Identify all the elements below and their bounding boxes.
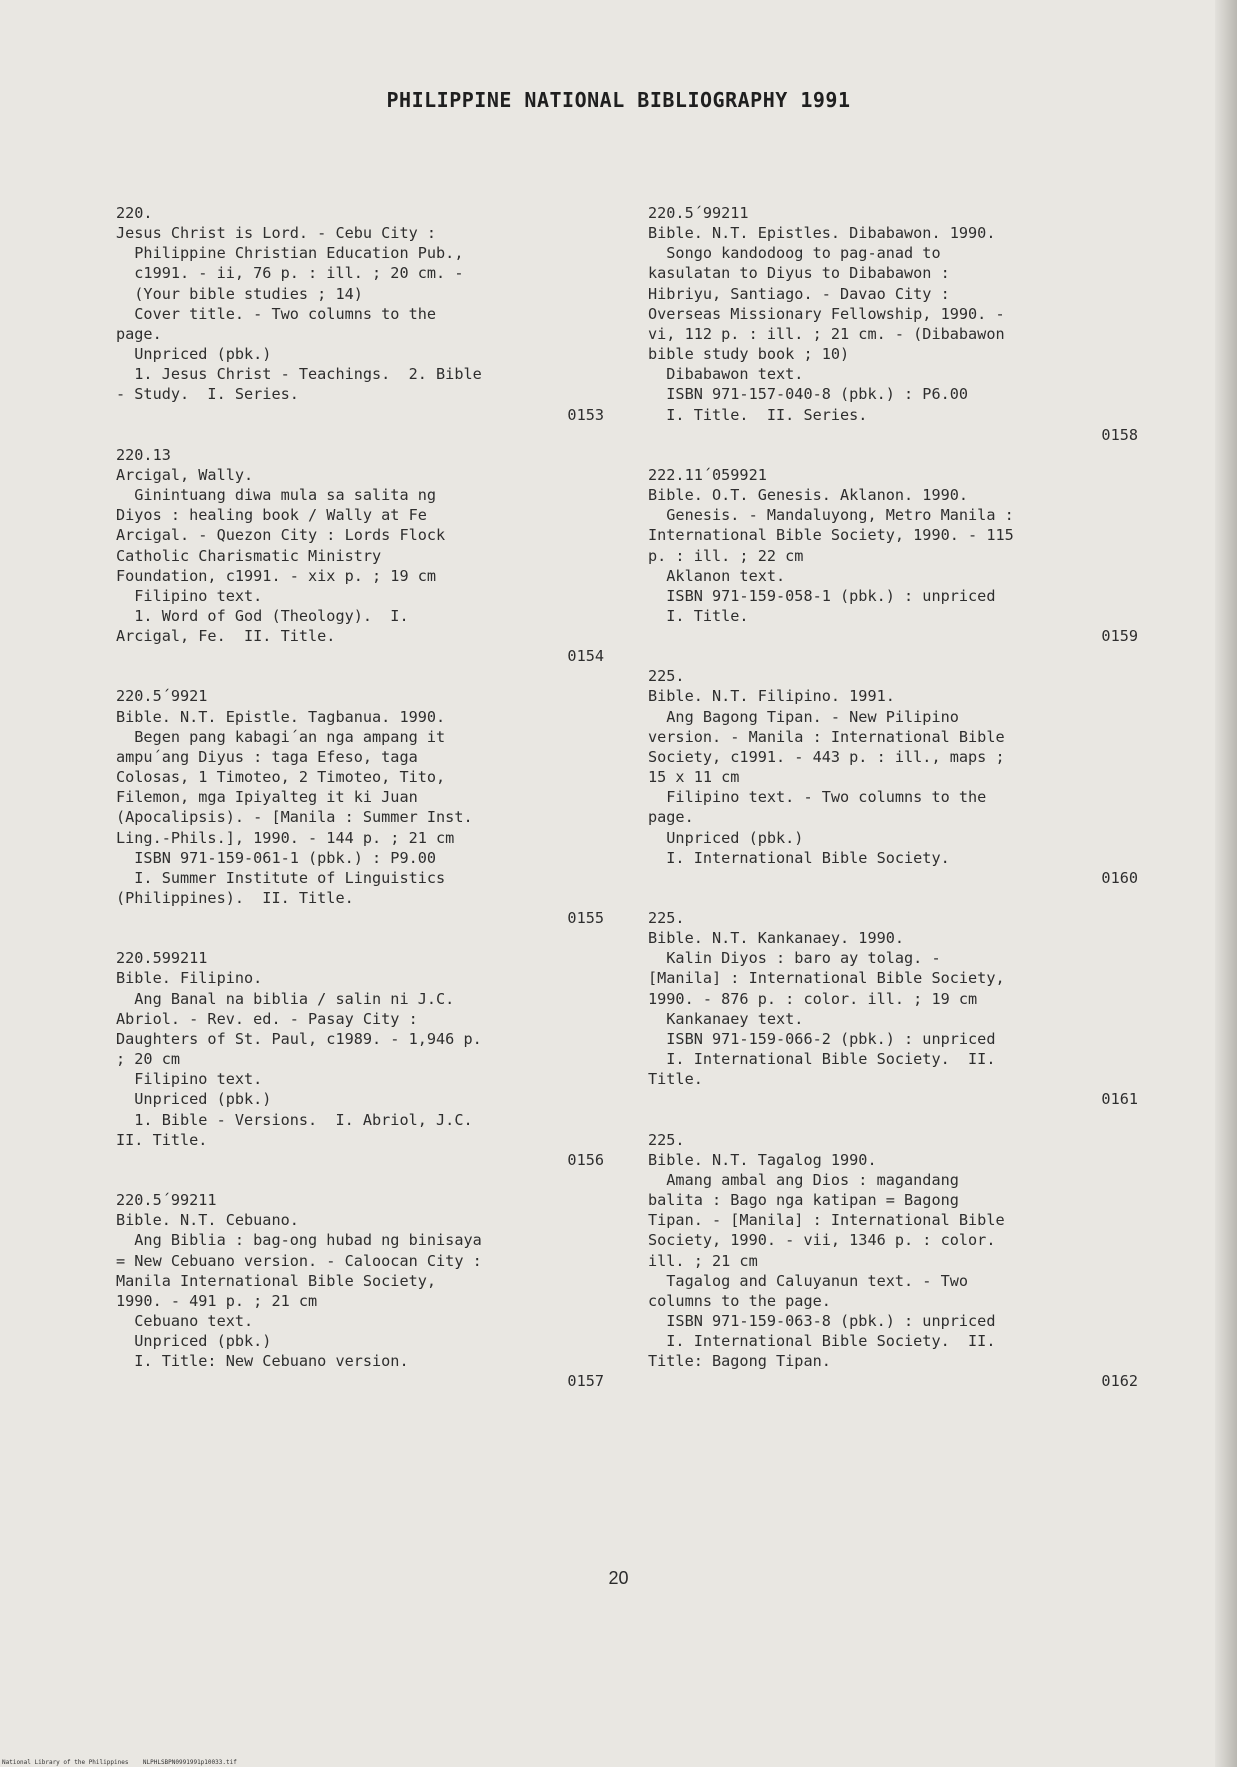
entry-line: kasulatan to Diyus to Dibabawon : [648,264,950,283]
entry-number: 0162 [1101,1372,1138,1391]
bibliography-entry [648,465,1140,646]
entry-line: 220. [116,204,153,222]
entry-line: ISBN 971-159-061-1 (pbk.) : P9.00 [116,848,437,867]
bibliography-entry [648,908,1140,1110]
entry-line: I. Title. II. Series. [648,405,868,424]
entry-line: 220.5´99211 [648,204,749,222]
entry-line: Cover title. - Two columns to the [116,304,437,323]
page-edge-shadow [1215,0,1237,1767]
entry-line: Unpriced (pbk.) [116,1332,272,1351]
entry-line: Filipino text. [116,586,263,605]
entry-line: = New Cebuano version. - Caloocan City : [116,1251,482,1270]
entry-line: Ang Bagong Tipan. - New Pilipino [648,707,959,726]
entry-number: 0153 [567,405,604,424]
entry-line: 225. [648,1130,685,1149]
entry-line: Ling.-Phils.], 1990. - 144 p. ; 21 cm [116,828,455,847]
entry-line: 1990. - 491 p. ; 21 cm [116,1291,318,1310]
entry-line: 225. [648,667,685,686]
entry-line: Bible. N.T. Epistle. Tagbanua. 1990. [116,707,446,726]
left-column [116,203,606,1412]
entry-line: Catholic Charismatic Ministry [116,546,382,565]
entry-line: ill. ; 21 cm [648,1251,758,1270]
entry-line: ISBN 971-157-040-8 (pbk.) : P6.00 [648,385,969,404]
entry-line: I. Summer Institute of Linguistics [116,868,446,887]
entry-line: Society, 1990. - vii, 1346 p. : color. [648,1231,996,1250]
entry-line: Kankanaey text. [648,1009,804,1028]
entry-line: Tagalog and Caluyanun text. - Two [648,1271,969,1290]
entry-line: Bible. N.T. Tagalog 1990. [648,1150,877,1169]
entry-number: 0155 [567,909,604,928]
entry-line: Hibriyu, Santiago. - Davao City : [648,284,950,303]
entry-line: Unpriced (pbk.) [116,345,272,364]
entry-line: 1. Word of God (Theology). I. [116,606,409,625]
entry-line: Filipino text. - Two columns to the [648,788,987,807]
entry-line: Unpriced (pbk.) [648,828,804,847]
bibliography-entry [116,445,606,667]
entry-line: Diyos : healing book / Wally at Fe [116,506,427,525]
entry-line: Daughters of St. Paul, c1989. - 1,946 p. [116,1029,482,1048]
bibliography-entry [648,1130,1140,1392]
entry-line: p. : ill. ; 22 cm [648,546,804,565]
entry-line: c1991. - ii, 76 p. : ill. ; 20 cm. - [116,264,464,283]
entry-line: Ang Banal na biblia / salin ni J.C. [116,989,455,1008]
entry-line: 1990. - 876 p. : color. ill. ; 19 cm [648,989,978,1008]
entry-line: vi, 112 p. : ill. ; 21 cm. - (Dibabawon [648,324,1005,343]
entry-line: Genesis. - Mandaluyong, Metro Manila : [648,506,1014,525]
entry-number: 0159 [1101,627,1138,646]
entry-line: Colosas, 1 Timoteo, 2 Timoteo, Tito, [116,768,446,787]
entry-line: ISBN 971-159-066-2 (pbk.) : unpriced [648,1029,996,1048]
entry-line: (Your bible studies ; 14) [116,284,363,303]
entry-line: Aklanon text. [648,566,786,585]
entry-line: page. [116,324,162,343]
entry-number: 0161 [1101,1090,1138,1109]
entry-line: 220.599211 [116,949,208,968]
entry-line: ISBN 971-159-058-1 (pbk.) : unpriced [648,586,996,605]
entry-line: version. - Manila : International Bible [648,727,1005,746]
entry-line: Amang ambal ang Dios : magandang [648,1170,959,1189]
entry-line: 220.5´99211 [116,1191,217,1210]
entry-line: Jesus Christ is Lord. - Cebu City : [116,224,437,243]
entry-line: - Study. I. Series. [116,385,299,404]
entry-line: Cebuano text. [116,1311,254,1330]
entry-line: I. Title. [648,606,749,625]
entry-line: 1. Bible - Versions. I. Abriol, J.C. [116,1110,473,1129]
entry-line: 1. Jesus Christ - Teachings. 2. Bible [116,365,482,384]
entry-line: Bible. Filipino. [116,969,263,988]
entry-line: 220.5´9921 [116,687,208,706]
entry-line: International Bible Society, 1990. - 115 [648,526,1014,545]
entry-line: (Apocalipsis). - [Manila : Summer Inst. [116,808,473,827]
entry-line: Title: Bagong Tipan. [648,1352,831,1371]
entry-line: [Manila] : International Bible Society, [648,969,1005,988]
entry-line: Manila International Bible Society, [116,1271,437,1290]
entry-line: ISBN 971-159-063-8 (pbk.) : unpriced [648,1311,996,1330]
entry-line: ampu´ang Diyus : taga Efeso, taga [116,747,418,766]
entry-line: Foundation, c1991. - xix p. ; 19 cm [116,566,437,585]
entry-line: 222.11´059921 [648,465,767,484]
entry-line: Kalin Diyos : baro ay tolag. - [648,949,941,968]
bibliography-entry [116,203,606,425]
bibliography-entry [116,948,606,1170]
entry-line: Overseas Missionary Fellowship, 1990. - [648,304,1005,323]
entry-line: Abriol. - Rev. ed. - Pasay City : [116,1009,418,1028]
bibliography-entry [116,686,606,928]
entry-line: Bible. O.T. Genesis. Aklanon. 1990. [648,486,969,505]
bibliography-entry [648,666,1140,888]
page-title: PHILIPPINE NATIONAL BIBLIOGRAPHY 1991 [386,88,851,112]
entry-line: Bible. N.T. Kankanaey. 1990. [648,929,905,948]
entry-line: Arcigal, Wally. [116,465,254,484]
entry-line: Ang Biblia : bag-ong hubad ng binisaya [116,1231,482,1250]
entry-line: 220.13 [116,445,171,464]
entry-line: Society, c1991. - 443 p. : ill., maps ; [648,747,1005,766]
bibliography-entry [116,1190,606,1392]
entry-line: Songo kandodoog to pag-anad to [648,244,941,263]
entry-line: page. [648,808,694,827]
entry-line: Bible. N.T. Filipino. 1991. [648,687,895,706]
entry-line: Dibabawon text. [648,365,804,384]
bibliography-entry [648,203,1140,445]
entry-line: Bible. N.T. Epistles. Dibabawon. 1990. [648,224,996,243]
entry-line: Bible. N.T. Cebuano. [116,1211,299,1230]
entry-line: Ginintuang diwa mula sa salita ng [116,486,437,505]
entry-line: I. International Bible Society. II. [648,1050,996,1069]
entry-line: Tipan. - [Manila] : International Bible [648,1211,1005,1230]
entry-number: 0154 [567,647,604,666]
entry-line: 225. [648,909,685,927]
entry-line: I. International Bible Society. II. [648,1332,996,1351]
right-column [648,203,1140,1412]
entry-line: bible study book ; 10) [648,345,850,364]
scan-footer: National Library of the Philippines NLPHLSBPN0991991p10033.tif [2,1759,237,1766]
entry-line: balita : Bago nga katipan = Bagong [648,1191,959,1210]
entry-line: II. Title. [116,1130,208,1149]
entry-number: 0157 [567,1372,604,1391]
entry-line: I. Title: New Cebuano version. [116,1352,409,1371]
page-number: 20 [608,1568,629,1588]
entry-number: 0156 [567,1150,604,1169]
entry-line: I. International Bible Society. [648,848,950,867]
entry-line: columns to the page. [648,1291,831,1310]
entry-number: 0158 [1101,425,1138,444]
entry-line: Begen pang kabagi´an nga ampang it [116,727,446,746]
entry-line: Filipino text. [116,1070,263,1089]
entry-line: Arcigal, Fe. II. Title. [116,627,336,646]
entry-line: (Philippines). II. Title. [116,889,354,907]
entry-line: ; 20 cm [116,1050,181,1069]
entry-line: Philippine Christian Education Pub., [116,244,464,263]
entry-line: Arcigal. - Quezon City : Lords Flock [116,526,446,545]
entry-line: Unpriced (pbk.) [116,1090,272,1109]
entry-number: 0160 [1101,868,1138,887]
entry-line: Title. [648,1070,703,1089]
entry-line: 15 x 11 cm [648,768,740,787]
entry-line: Filemon, mga Ipiyalteg it ki Juan [116,788,418,807]
